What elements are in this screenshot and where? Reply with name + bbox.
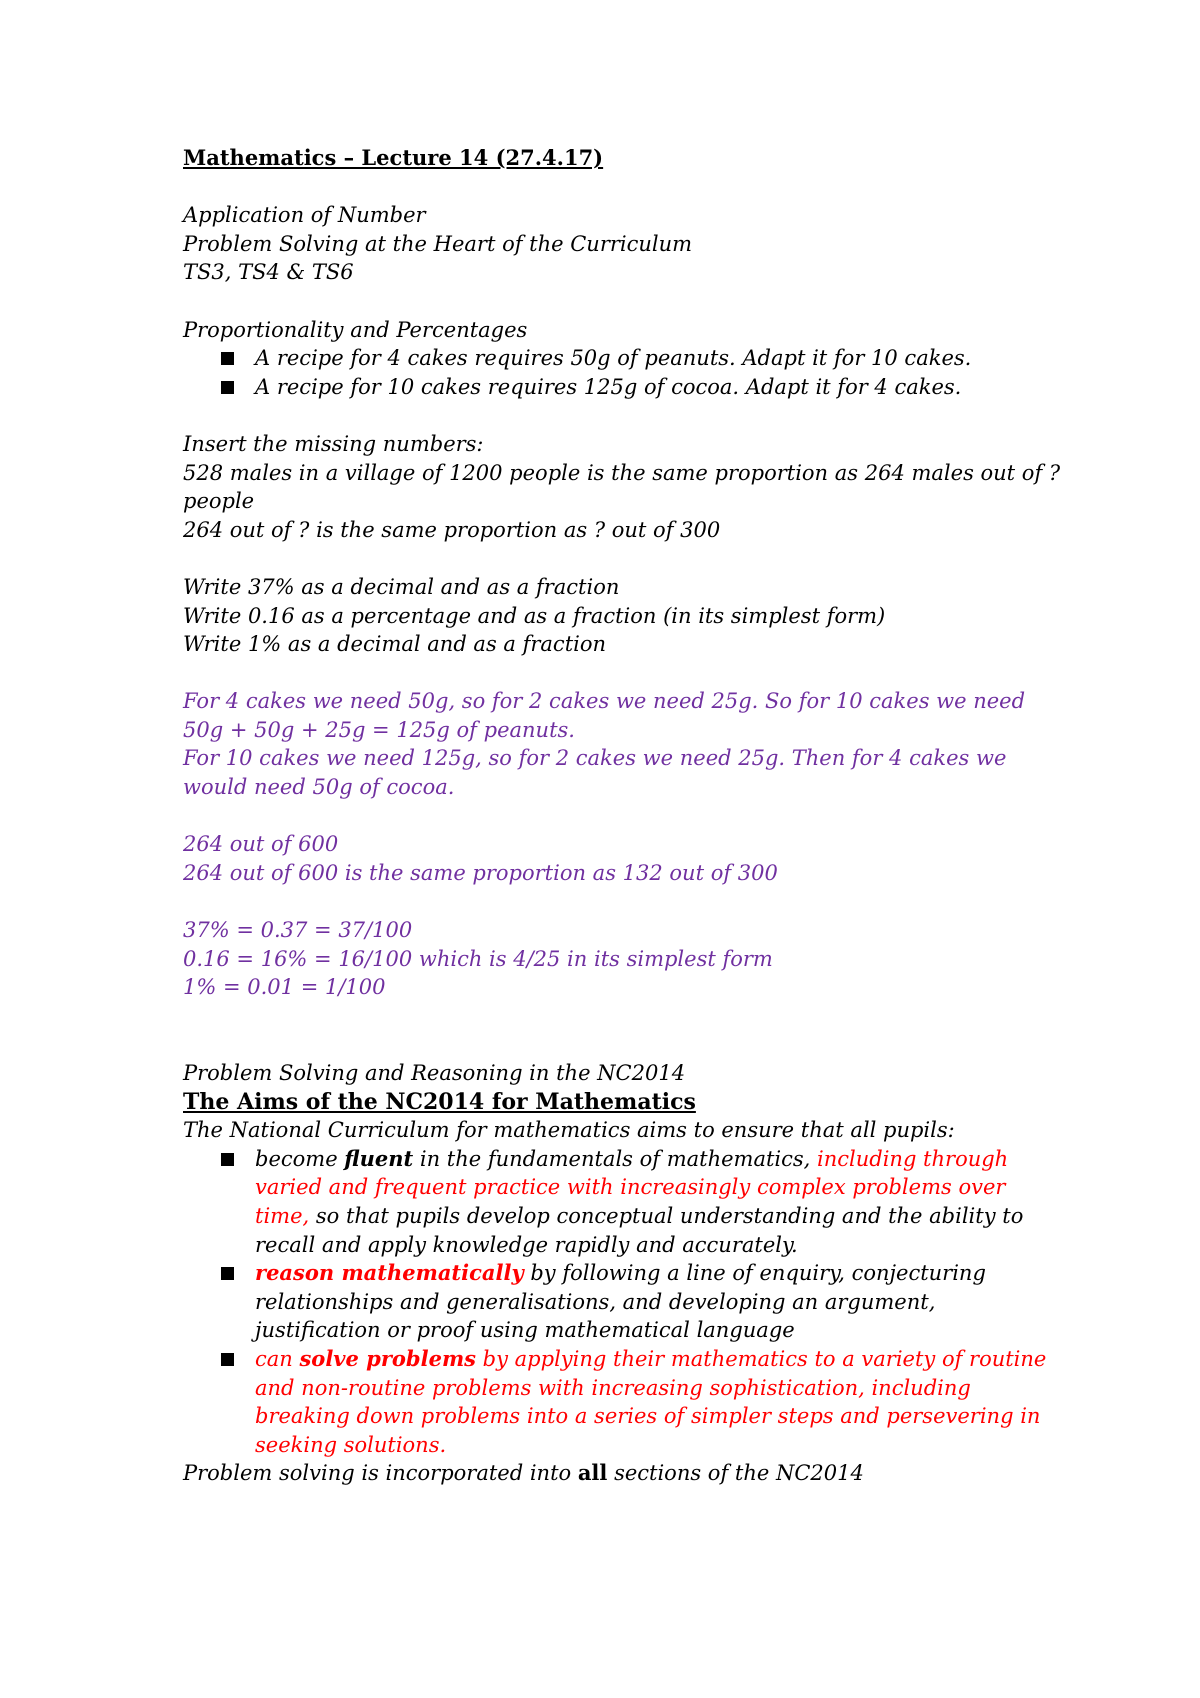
aim-post: by following a line of enquiry, conjecturing relationships and generalisations, and developing an argument, justification or proof using mathematical language bbox=[255, 1261, 986, 1343]
spacer bbox=[183, 1030, 1063, 1059]
list-item-text: A recipe for 4 cakes requires 50g of peanuts. Adapt it for 10 cakes. bbox=[255, 346, 972, 371]
missing-question: 264 out of ? is the same proportion as ? out of 300 bbox=[183, 517, 721, 542]
square-bullet-icon bbox=[221, 1267, 234, 1280]
document-title: Mathematics – Lecture 14 (27.4.17) bbox=[183, 145, 604, 170]
spacer bbox=[183, 401, 1063, 430]
intro-line: TS3, TS4 & TS6 bbox=[183, 260, 354, 285]
aim-text bbox=[255, 1261, 986, 1342]
square-bullet-icon bbox=[221, 1153, 234, 1166]
answer-text: 1% = 0.01 = 1/100 bbox=[183, 975, 386, 1000]
nc-subheading: Problem Solving and Reasoning in the NC2014 bbox=[183, 1061, 686, 1085]
list-item bbox=[255, 1145, 1063, 1259]
closing-pre: Problem solving is incorporated into bbox=[183, 1461, 578, 1486]
list-item bbox=[255, 1259, 1063, 1345]
aim-pre: can bbox=[255, 1346, 300, 1371]
intro-line: Problem Solving at the Heart of the Curriculum bbox=[183, 231, 693, 256]
document-body bbox=[183, 144, 1063, 1488]
conversion-question: Write 37% as a decimal and as a fraction bbox=[183, 574, 620, 599]
aim-pre: become bbox=[255, 1146, 345, 1171]
aim-keyword: solve problems bbox=[299, 1345, 476, 1371]
square-bullet-icon bbox=[221, 381, 234, 394]
spacer bbox=[183, 544, 1063, 573]
nc-intro: The National Curriculum for mathematics aims to ensure that all pupils: bbox=[183, 1118, 955, 1143]
aims-list bbox=[183, 1145, 1063, 1460]
spacer bbox=[183, 802, 1063, 831]
spacer bbox=[183, 659, 1063, 688]
spacer bbox=[183, 287, 1063, 316]
answer-text: 37% = 0.37 = 37/100 bbox=[183, 918, 413, 943]
spacer bbox=[183, 887, 1063, 916]
nc-heading: The Aims of the NC2014 for Mathematics bbox=[183, 1088, 696, 1115]
list-item bbox=[255, 1345, 1063, 1459]
missing-heading: Insert the missing numbers: bbox=[183, 431, 484, 456]
recipe-list bbox=[183, 344, 1063, 401]
list-item bbox=[255, 373, 1063, 402]
closing-post: sections of the NC2014 bbox=[607, 1461, 864, 1486]
list-item-text: A recipe for 10 cakes requires 125g of cocoa. Adapt it for 4 cakes. bbox=[255, 374, 962, 399]
aim-keyword: fluent bbox=[344, 1145, 414, 1171]
square-bullet-icon bbox=[221, 352, 234, 365]
intro-line: Application of Number bbox=[183, 203, 426, 228]
closing-keyword: all bbox=[577, 1460, 608, 1486]
square-bullet-icon bbox=[221, 1353, 234, 1366]
missing-question: 528 males in a village of 1200 people is the same proportion as 264 males out of ? people bbox=[183, 460, 1061, 514]
answer-text: For 4 cakes we need 50g, so for 2 cakes we need 25g. So for 10 cakes we need 50g + 50g + 25g = 125g of peanuts. bbox=[183, 689, 1026, 742]
aim-post: so that pupils develop conceptual understanding and the ability to recall and apply knowledge rapidly and accurately. bbox=[255, 1203, 1024, 1257]
aim-post: by applying their mathematics to a variety of routine and non-routine problems with increasing sophistication, including breaking down problems into a series of simpler steps and persevering in seeking solutions. bbox=[255, 1346, 1047, 1457]
spacer bbox=[183, 1002, 1063, 1031]
answer-text: For 10 cakes we need 125g, so for 2 cakes we need 25g. Then for 4 cakes we would need 50g of cocoa. bbox=[183, 746, 1007, 800]
answer-text: 264 out of 600 bbox=[183, 832, 339, 857]
list-item bbox=[255, 344, 1063, 373]
closing-text bbox=[183, 1459, 1063, 1488]
spacer bbox=[183, 173, 1063, 202]
aim-text bbox=[255, 1347, 1046, 1457]
conversion-question: Write 1% as a decimal and as a fraction bbox=[183, 632, 607, 657]
aim-text bbox=[255, 1147, 1023, 1257]
answer-text: 0.16 = 16% = 16/100 which is 4/25 in its simplest form bbox=[183, 946, 773, 971]
aim-mid: in the fundamentals of mathematics, bbox=[413, 1146, 818, 1171]
conversion-question: Write 0.16 as a percentage and as a fraction (in its simplest form) bbox=[183, 603, 886, 628]
aim-emphasis: including through varied and frequent practice with increasingly complex problems over time, bbox=[255, 1146, 1009, 1228]
section-heading: Proportionality and Percentages bbox=[183, 317, 528, 342]
answer-text: 264 out of 600 is the same proportion as 132 out of 300 bbox=[183, 860, 778, 885]
aim-keyword: reason mathematically bbox=[255, 1260, 524, 1286]
